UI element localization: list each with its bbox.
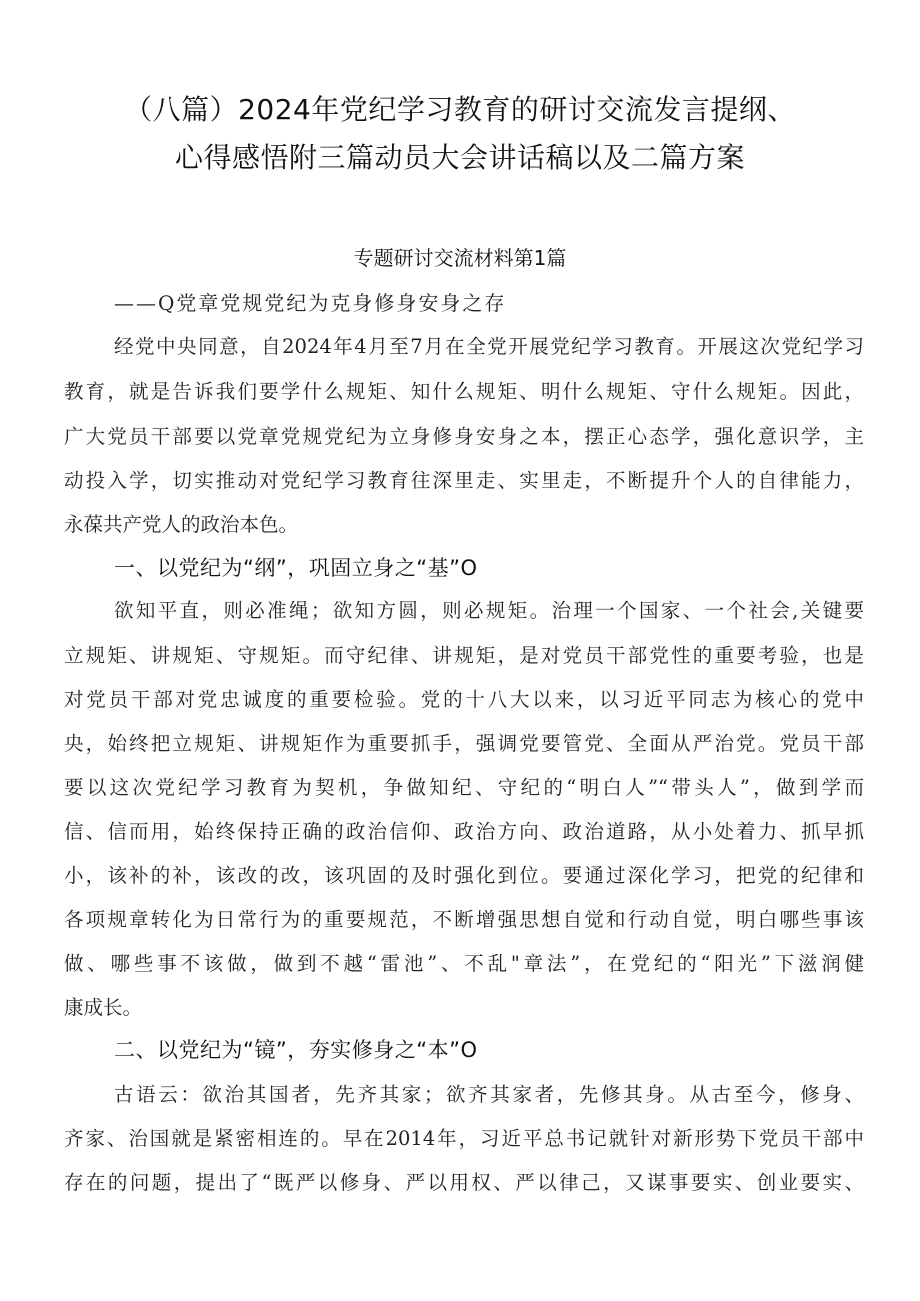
section-heading-1: 一、以党纪为“纲”，巩固立身之“基”O (114, 556, 478, 580)
paragraph-line: 广大党员干部要以党章党规党纪为立身修身安身之本，摆正心态学，强化意识学，主 (64, 425, 864, 448)
paragraph-line: 欲知平直，则必准绳；欲知方圆，则必规矩。治理一个国家、一个社会,关键要 (114, 599, 864, 622)
paragraph-line: 经党中央同意，自2024年4月至7月在全党开展党纪学习教育。开展这次党纪学习 (114, 335, 864, 358)
section-byline: ——Q党章党规党纪为克身修身安身之存 (114, 291, 507, 315)
paragraph-line: 存在的问题，提出了“既严以修身、严以用权、严以律己，又谋事要实、创业要实、 (64, 1171, 864, 1194)
document-title-line-1: （八篇）2024年党纪学习教育的研讨交流发言提纲、 (124, 93, 796, 126)
section-subtitle: 专题研讨交流材料第1篇 (353, 246, 567, 270)
section-heading-2: 二、以党纪为“镜”，夯实修身之“本”O (114, 1038, 478, 1062)
paragraph-line: 央，始终把立规矩、讲规矩作为重要抓手，强调党要管党、全面从严治党。党员干部 (64, 732, 864, 755)
paragraph-line: 教育，就是告诉我们要学什么规矩、知什么规矩、明什么规矩、守什么规矩。因此， (64, 380, 864, 403)
paragraph-line: 康成长。 (64, 996, 143, 1019)
paragraph-line: 动投入学，切实推动对党纪学习教育往深里走、实里走，不断提升个人的自律能力， (64, 469, 864, 492)
paragraph-line: 古语云：欲治其国者，先齐其家；欲齐其家者，先修其身。从古至今，修身、 (114, 1083, 864, 1106)
paragraph-line: 小，该补的补，该改的改，该巩固的及时强化到位。要通过深化学习，把党的纪律和 (64, 864, 864, 887)
paragraph-line: 齐家、治国就是紧密相连的。早在2014年，习近平总书记就针对新形势下党员干部中 (64, 1127, 864, 1150)
paragraph-line: 永葆共产党人的政治本色。 (64, 513, 299, 536)
paragraph-line: 各项规章转化为日常行为的重要规范，不断增强思想自觉和行动自觉，明白哪些事该 (64, 908, 864, 931)
paragraph-line: 立规矩、讲规矩、守规矩。而守纪律、讲规矩，是对党员干部党性的重要考验，也是 (64, 644, 864, 667)
paragraph-line: 要以这次党纪学习教育为契机，争做知纪、守纪的“明白人”“带头人”，做到学而 (64, 776, 864, 799)
paragraph-line: 信、信而用，始终保持正确的政治信仰、政治方向、政治道路，从小处着力、抓早抓 (64, 820, 864, 843)
document-title-line-2: 心得感悟附三篇动员大会讲话稿以及二篇方案 (174, 141, 745, 174)
paragraph-line: 做、哪些事不该做，做到不越“雷池”、不乱"章法”，在党纪的“阳光”下滋润健 (64, 952, 864, 975)
paragraph-line: 对党员干部对党忠诚度的重要检验。党的十八大以来，以习近平同志为核心的党中 (64, 688, 864, 711)
